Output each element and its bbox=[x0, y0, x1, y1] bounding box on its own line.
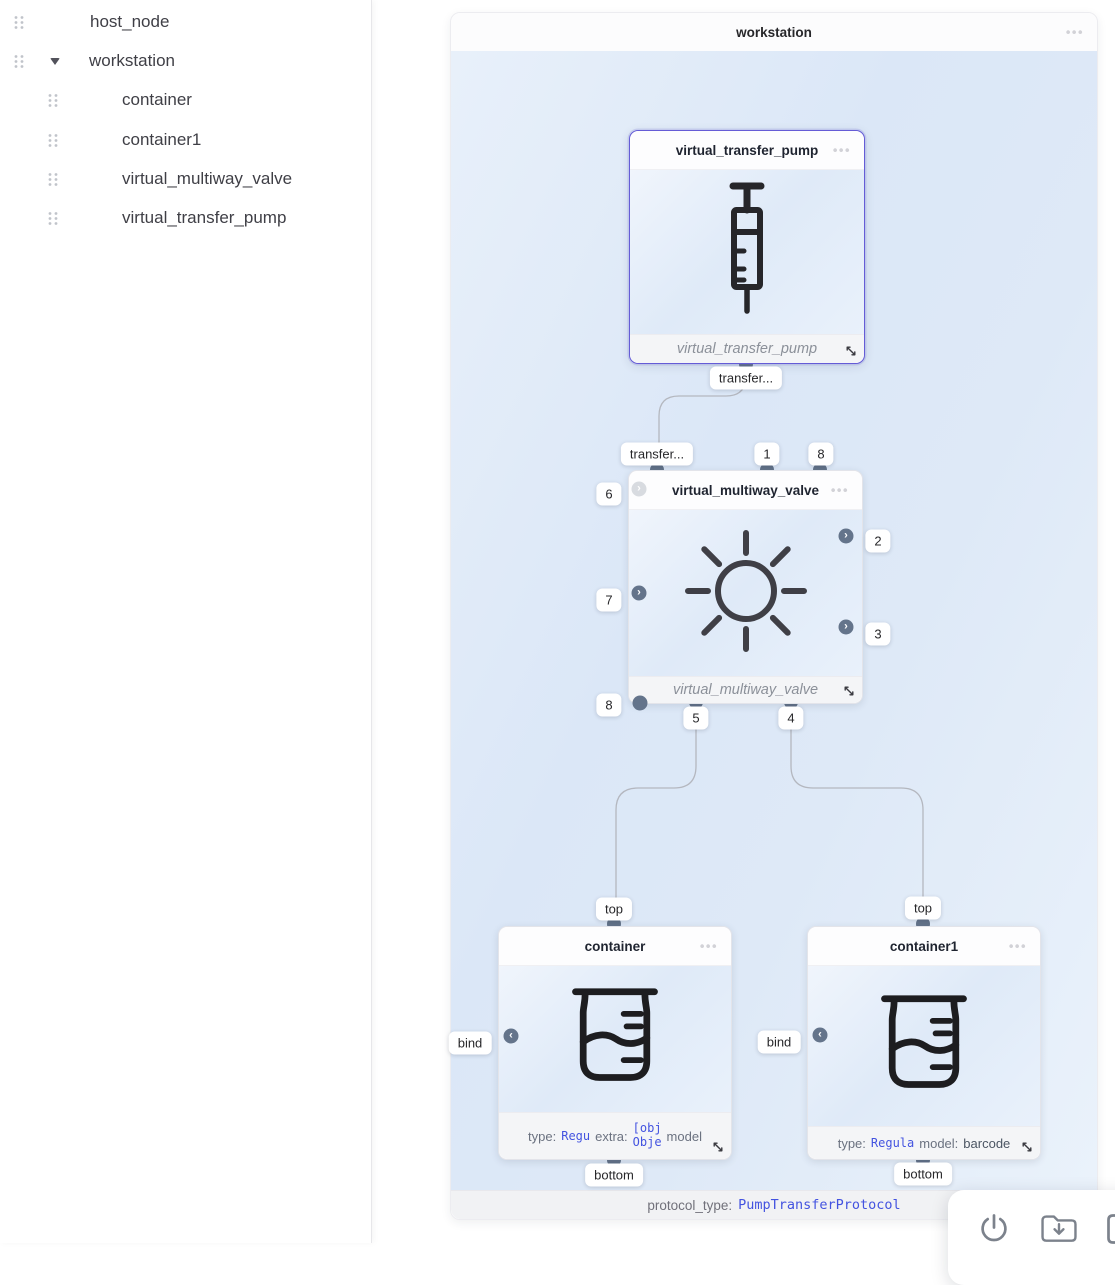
port-dot-chevron[interactable]: › bbox=[839, 529, 854, 544]
sidebar-item-workstation[interactable] bbox=[14, 45, 175, 77]
workstation-header[interactable] bbox=[451, 13, 1097, 52]
meta-label: extra: bbox=[595, 1128, 628, 1144]
drag-handle-icon[interactable] bbox=[14, 54, 24, 69]
meta-label: model: bbox=[919, 1135, 959, 1151]
port-dot-chevron[interactable]: › bbox=[632, 586, 647, 601]
meta-label: model bbox=[666, 1128, 702, 1144]
tree-item-label[interactable]: virtual_transfer_pump bbox=[122, 208, 287, 227]
sidebar-item-virtual-multiway-valve[interactable] bbox=[48, 163, 292, 195]
drag-handle-icon[interactable] bbox=[48, 93, 58, 108]
port-label-2: 2 bbox=[865, 530, 890, 553]
node-body bbox=[499, 966, 731, 1112]
workstation-group-node[interactable] bbox=[450, 12, 1098, 1220]
sidebar-item-host-node[interactable] bbox=[14, 6, 169, 38]
partial-icon[interactable] bbox=[1104, 1211, 1115, 1247]
graph-canvas[interactable] bbox=[371, 0, 1115, 1243]
tree-item-label[interactable]: container1 bbox=[122, 130, 202, 149]
meta-label: type: bbox=[528, 1128, 557, 1144]
node-header[interactable] bbox=[630, 131, 864, 170]
beaker-icon bbox=[871, 988, 977, 1105]
protocol-type-value: PumpTransferProtocol bbox=[738, 1197, 901, 1213]
port-label-8: 8 bbox=[808, 443, 833, 466]
tree-item-label[interactable]: container bbox=[122, 90, 192, 109]
node-subtitle: virtual_transfer_pump bbox=[676, 341, 818, 357]
drag-handle-icon[interactable] bbox=[48, 172, 58, 187]
ellipsis-menu-icon[interactable]: ••• bbox=[830, 482, 849, 498]
folder-download-icon[interactable] bbox=[1040, 1211, 1076, 1247]
port-label-1: 1 bbox=[754, 443, 779, 466]
node-virtual-multiway-valve[interactable] bbox=[628, 470, 863, 704]
meta-value: Regula bbox=[870, 1136, 915, 1150]
sidebar-item-virtual-transfer-pump[interactable] bbox=[48, 202, 286, 234]
node-virtual-transfer-pump[interactable] bbox=[629, 130, 865, 364]
meta-value: [obj Obje bbox=[632, 1121, 662, 1149]
sidebar-item-container[interactable] bbox=[48, 84, 192, 116]
workstation-body[interactable] bbox=[451, 51, 1097, 1191]
node-container[interactable] bbox=[498, 926, 732, 1160]
node-body bbox=[808, 966, 1040, 1126]
node-header[interactable] bbox=[629, 471, 862, 510]
node-footer bbox=[629, 676, 862, 703]
port-label-4: 4 bbox=[778, 707, 803, 730]
tree-item-label[interactable]: workstation bbox=[89, 51, 175, 70]
meta-value: Regu bbox=[561, 1129, 591, 1143]
tree-item-label[interactable]: virtual_multiway_valve bbox=[122, 169, 293, 188]
port-label-bind: bind bbox=[449, 1032, 492, 1055]
node-header[interactable] bbox=[808, 927, 1040, 966]
node-body bbox=[630, 170, 864, 334]
sidebar-item-container1[interactable] bbox=[48, 124, 201, 156]
tree-item-label[interactable]: host_node bbox=[90, 12, 170, 31]
node-header[interactable] bbox=[499, 927, 731, 966]
port-label-transfer: transfer... bbox=[621, 443, 693, 466]
meta-value: barcode bbox=[963, 1135, 1011, 1151]
protocol-type-label: protocol_type: bbox=[647, 1197, 733, 1213]
resize-handle-icon[interactable] bbox=[843, 685, 855, 697]
power-icon[interactable] bbox=[976, 1211, 1012, 1247]
node-title: container1 bbox=[889, 938, 959, 954]
port-label-3: 3 bbox=[865, 623, 890, 646]
resize-handle-icon[interactable] bbox=[712, 1141, 724, 1153]
port-label-bind: bind bbox=[758, 1031, 801, 1054]
canvas-toolbar bbox=[948, 1190, 1115, 1285]
node-title: container bbox=[584, 938, 646, 954]
tree-sidebar bbox=[0, 0, 372, 1243]
ellipsis-menu-icon[interactable]: ••• bbox=[699, 938, 718, 954]
ellipsis-menu-icon[interactable]: ••• bbox=[832, 142, 851, 158]
syringe-icon bbox=[723, 179, 771, 326]
port-dot[interactable] bbox=[633, 696, 648, 711]
port-dot-chevron[interactable]: ‹ bbox=[504, 1029, 519, 1044]
node-meta-footer bbox=[808, 1126, 1040, 1159]
port-label-top: top bbox=[905, 897, 941, 920]
node-meta-footer bbox=[499, 1112, 731, 1159]
node-footer bbox=[630, 334, 864, 363]
port-dot-chevron[interactable]: ‹ bbox=[813, 1028, 828, 1043]
drag-handle-icon[interactable] bbox=[48, 133, 58, 148]
ellipsis-menu-icon[interactable]: ••• bbox=[1065, 24, 1084, 40]
workstation-title: workstation bbox=[736, 24, 812, 40]
port-dot-chevron[interactable]: › bbox=[632, 482, 647, 497]
port-dot-chevron[interactable]: › bbox=[839, 620, 854, 635]
port-label-top: top bbox=[596, 898, 632, 921]
node-title: virtual_transfer_pump bbox=[675, 142, 819, 158]
node-container1[interactable] bbox=[807, 926, 1041, 1160]
resize-handle-icon[interactable] bbox=[1021, 1141, 1033, 1153]
beaker-icon bbox=[562, 981, 668, 1098]
port-label-bottom: bottom bbox=[894, 1163, 952, 1186]
node-body bbox=[629, 510, 862, 676]
port-label-7: 7 bbox=[596, 589, 621, 612]
port-label-transfer: transfer... bbox=[710, 367, 782, 390]
valve-icon bbox=[685, 530, 807, 657]
edge-valve4-to-container1 bbox=[791, 680, 923, 899]
resize-handle-icon[interactable] bbox=[845, 345, 857, 357]
ellipsis-menu-icon[interactable]: ••• bbox=[1008, 938, 1027, 954]
port-label-bottom: bottom bbox=[585, 1164, 643, 1187]
port-label-6: 6 bbox=[596, 483, 621, 506]
node-subtitle: virtual_multiway_valve bbox=[672, 682, 819, 698]
drag-handle-icon[interactable] bbox=[14, 15, 24, 30]
node-title: virtual_multiway_valve bbox=[671, 482, 820, 498]
drag-handle-icon[interactable] bbox=[48, 211, 58, 226]
caret-down-icon[interactable] bbox=[50, 58, 60, 65]
port-label-5: 5 bbox=[683, 707, 708, 730]
meta-label: type: bbox=[837, 1135, 866, 1151]
port-label-8: 8 bbox=[596, 694, 621, 717]
